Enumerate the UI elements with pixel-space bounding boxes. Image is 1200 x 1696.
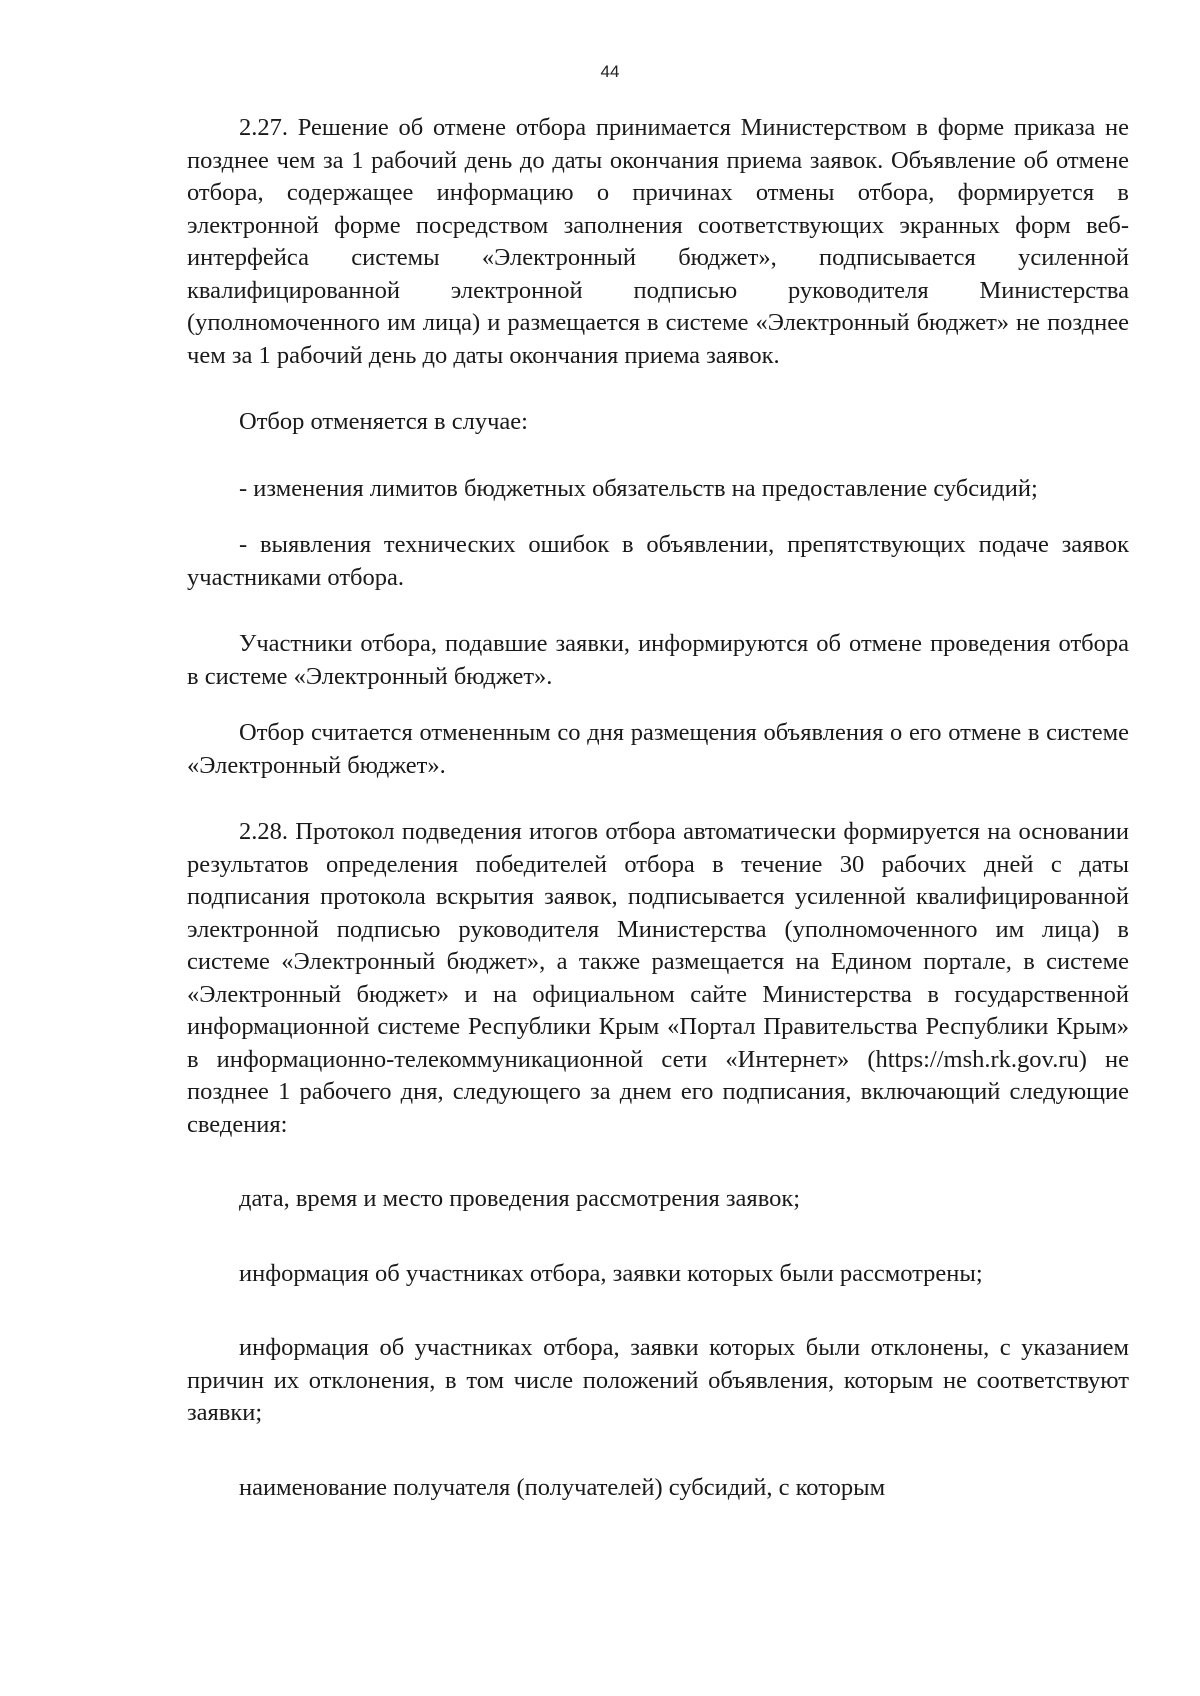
list-item-date-time-place: дата, время и место проведения рассмотрения заявок;: [239, 1185, 801, 1212]
list-item-considered-applicants: информация об участниках отбора, заявки которых были рассмотрены;: [239, 1259, 983, 1287]
paragraph-participants-informed: Участники отбора, подавшие заявки, информируются об отмене проведения отбора в системе «Электронный бюджет».: [187, 630, 1129, 690]
list-item-recipients: наименование получателя (получателей) субсидий, с которым: [239, 1473, 886, 1501]
paragraph-cancellation-date: Отбор считается отмененным со дня размещения объявления о его отмене в системе «Электронный бюджет».: [187, 719, 1129, 779]
paragraph-2-28: 2.28. Протокол подведения итогов отбора автоматически формируется на основании результатов определения победителей отбора в течение 30 рабочих дней с даты подписания протокола вскрытия заявок, подписывается усиленной квалифицированной электронной подписью руководителя Министерства (уполномоченного им лица) в системе «Электронный бюджет», а также размещается на Едином портале, в системе «Электронный бюджет» и на официальном сайте Министерства в государственной информационной системе Республики Крым «Портал Правительства Республики Крым» в информационно-телекоммуникационной сети «Интернет» (https://msh.rk.gov.ru) не позднее 1 рабочего дня, следующего за днем его подписания, включающий следующие сведения:: [187, 818, 1129, 1138]
list-item-rejected-applicants: информация об участниках отбора, заявки которых были отклонены, с указанием причин их отклонения, в том числе положений объявления, которым не соответствуют заявки;: [187, 1334, 1129, 1426]
page-number: 44: [600, 62, 620, 81]
document-body: [187, 112, 1129, 1504]
list-item-technical-errors: - выявления технических ошибок в объявлении, препятствующих подаче заявок участниками отбора.: [187, 531, 1129, 591]
list-item-budget-limits: - изменения лимитов бюджетных обязательств на предоставление субсидий;: [239, 474, 1038, 502]
paragraph-cancellation-cases: Отбор отменяется в случае:: [239, 408, 528, 435]
paragraph-2-27: 2.27. Решение об отмене отбора принимается Министерством в форме приказа не позднее чем за 1 рабочий день до даты окончания приема заявок. Объявление об отмене отбора, содержащее информацию о причинах отмены отбора, формируется в электронной форме посредством заполнения соответствующих экранных форм веб-интерфейса системы «Электронный бюджет», подписывается усиленной квалифицированной электронной подписью руководителя Министерства (уполномоченного им лица) и размещается в системе «Электронный бюджет» не позднее чем за 1 рабочий день до даты окончания приема заявок.: [187, 114, 1129, 369]
